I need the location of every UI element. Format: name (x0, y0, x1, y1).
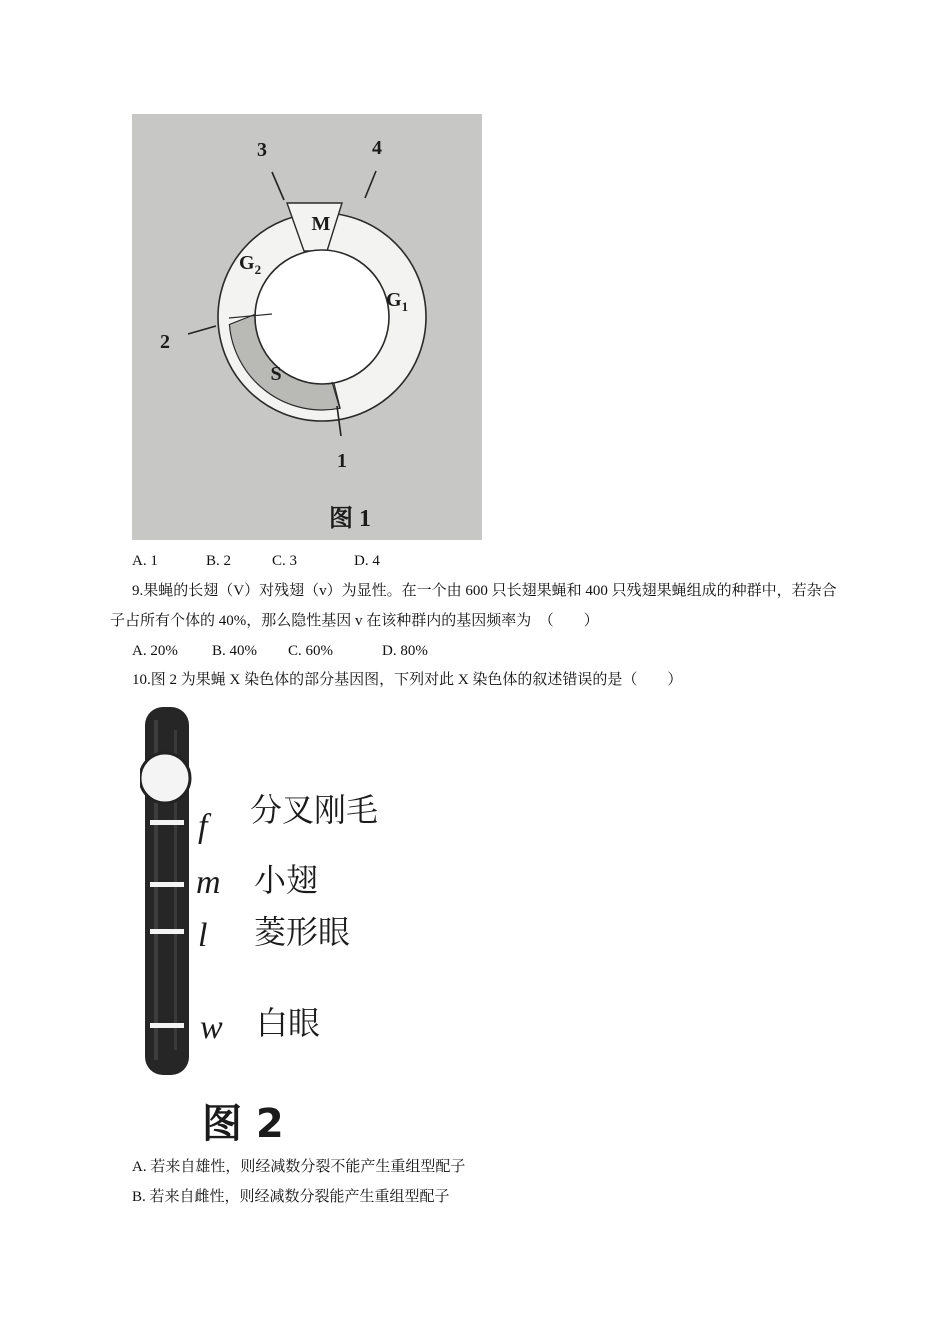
centromere (140, 753, 190, 803)
q9-stem: 9.果蝇的长翅（V）对残翅（v）为显性。在一个由 600 只长翅果蝇和 400 只残翅果蝇组成的种群中，若杂合子占所有个体的 40%，那么隐性基因 v 在该种群内的基因频率为 （ ） (110, 583, 837, 629)
gene-symbol-l: l (198, 917, 208, 954)
cell-cycle-figure (132, 114, 482, 540)
gene-symbol-f: f (198, 808, 208, 845)
gene-trait-l: 菱形眼 (254, 913, 351, 951)
gene-trait-f: 分叉刚毛 (250, 791, 379, 829)
q8-option-b: B. 2 (206, 553, 232, 569)
phase-s-label: S (270, 363, 282, 385)
figure2-caption: 图 2 (202, 1101, 284, 1147)
gene-symbol-w: w (200, 1009, 223, 1046)
band-l (150, 929, 184, 934)
q10-option-b: B. 若来自雌性，则经减数分裂能产生重组型配子 (132, 1189, 450, 1205)
q9-options (132, 641, 428, 661)
q8-option-c: C. 3 (272, 553, 298, 569)
gene-trait-w: 白眼 (256, 1004, 321, 1042)
pointer-2-label: 2 (160, 331, 170, 353)
band-w (150, 1023, 184, 1028)
band-m (150, 882, 184, 887)
gene-trait-m: 小翅 (254, 861, 319, 899)
phase-m-label: M (311, 213, 331, 235)
q8-options (132, 551, 380, 571)
gene-symbol-m: m (196, 864, 221, 901)
q9-option-c: C. 60% (288, 643, 333, 659)
x-chromosome-figure (140, 700, 440, 1150)
pointer-1-label: 1 (337, 450, 347, 472)
figure1-caption: 图 1 (329, 506, 371, 532)
phase-g2-label: $G_2$ (239, 252, 262, 277)
q9-option-d: D. 80% (382, 643, 428, 659)
pointer-3-label: 3 (257, 139, 267, 161)
q9-option-b: B. 40% (212, 643, 257, 659)
q8-option-a: A. 1 (132, 553, 158, 569)
q10-stem: 10.图 2 为果蝇 X 染色体的部分基因图，下列对此 X 染色体的叙述错误的是（ ） (132, 672, 683, 688)
phase-g1-label: $G_1$ (386, 289, 409, 314)
q9-option-a: A. 20% (132, 643, 178, 659)
q10-option-a: A. 若来自雄性，则经减数分裂不能产生重组型配子 (132, 1159, 466, 1175)
q8-option-d: D. 4 (354, 553, 380, 569)
pointer-4-label: 4 (372, 137, 382, 159)
band-f (150, 820, 184, 825)
